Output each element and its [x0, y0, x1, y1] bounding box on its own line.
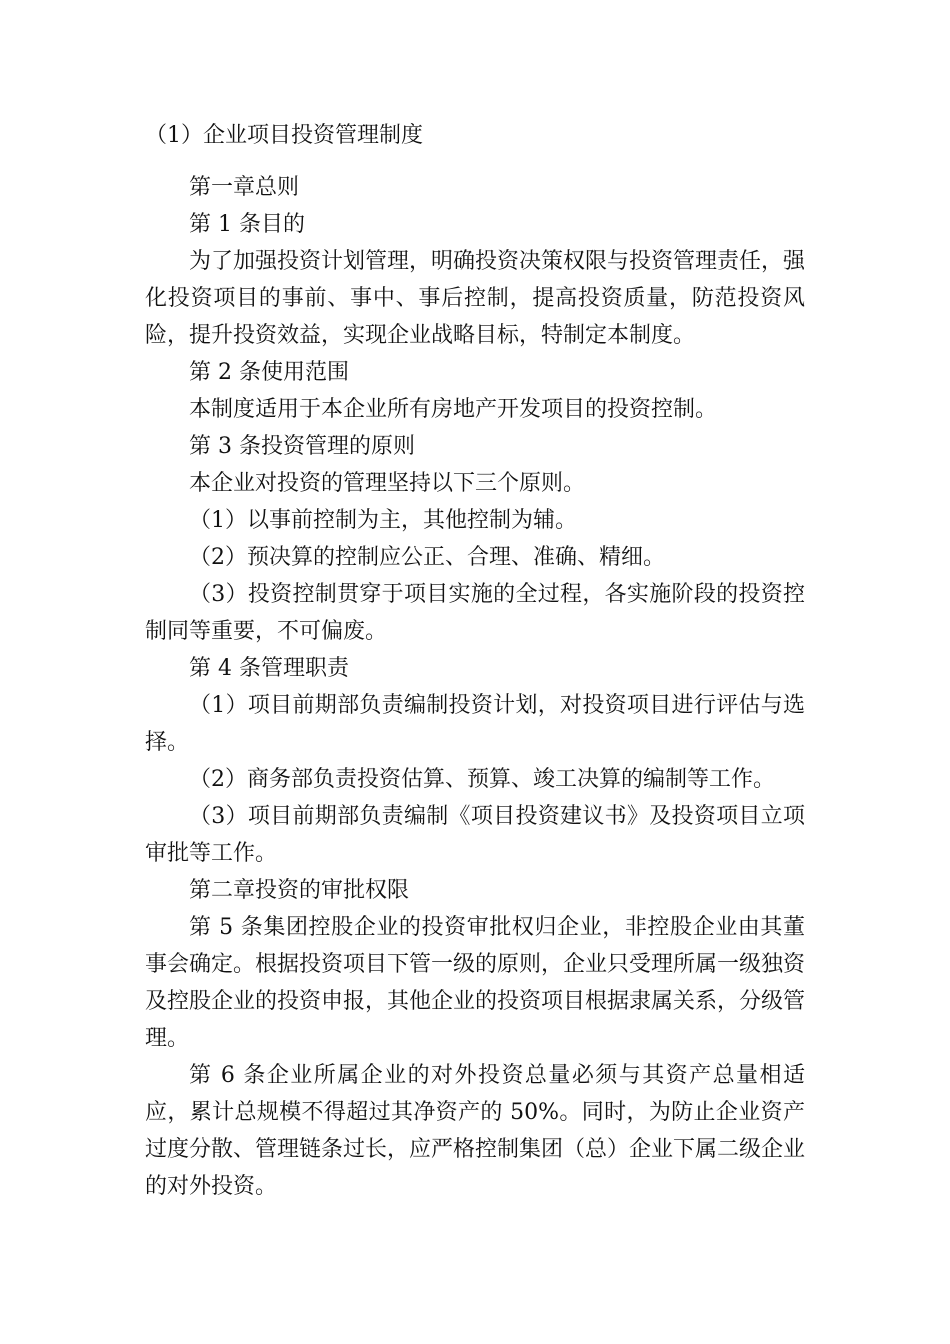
- list-item: （3）项目前期部负责编制《项目投资建议书》及投资项目立项审批等工作。: [145, 804, 805, 866]
- paragraph: 为了加强投资计划管理，明确投资决策权限与投资管理责任，强化投资项目的事前、事中、事后控制，提高投资质量，防范投资风险，提升投资效益，实现企业战略目标，特制定本制度。: [145, 249, 806, 348]
- paragraph: 本制度适用于本企业所有房地产开发项目的投资控制。: [189, 397, 718, 422]
- chapter-heading: 第二章投资的审批权限: [189, 878, 410, 903]
- paragraph: 第 6 条企业所属企业的对外投资总量必须与其资产总量相适应，累计总规模不得超过其净资产的 50%。同时，为防止企业资产过度分散、管理链条过长，应严格控制集团（总）企业下属二级企业的对外投资。: [145, 1063, 806, 1199]
- article-heading: 第 3 条投资管理的原则: [189, 434, 415, 459]
- list-item: （3）投资控制贯穿于项目实施的全过程，各实施阶段的投资控制同等重要，不可偏废。: [145, 582, 805, 644]
- chapter-heading: 第一章总则: [189, 175, 300, 200]
- document-title: （1）企业项目投资管理制度: [145, 123, 423, 148]
- article-heading: 第 1 条目的: [189, 212, 305, 237]
- article-heading: 第 2 条使用范围: [189, 360, 349, 385]
- list-item: （2）商务部负责投资估算、预算、竣工决算的编制等工作。: [189, 767, 775, 792]
- list-item: （2）预决算的控制应公正、合理、准确、精细。: [189, 545, 665, 570]
- paragraph: 第 5 条集团控股企业的投资审批权归企业，非控股企业由其董事会确定。根据投资项目下管一级的原则，企业只受理所属一级独资及控股企业的投资申报，其他企业的投资项目根据隶属关系，分级管理。: [145, 915, 806, 1051]
- list-item: （1）项目前期部负责编制投资计划，对投资项目进行评估与选择。: [145, 693, 805, 755]
- document-body: [145, 169, 805, 1205]
- article-heading: 第 4 条管理职责: [189, 656, 349, 681]
- paragraph: 本企业对投资的管理坚持以下三个原则。: [189, 471, 586, 496]
- list-item: （1）以事前控制为主，其他控制为辅。: [189, 508, 577, 533]
